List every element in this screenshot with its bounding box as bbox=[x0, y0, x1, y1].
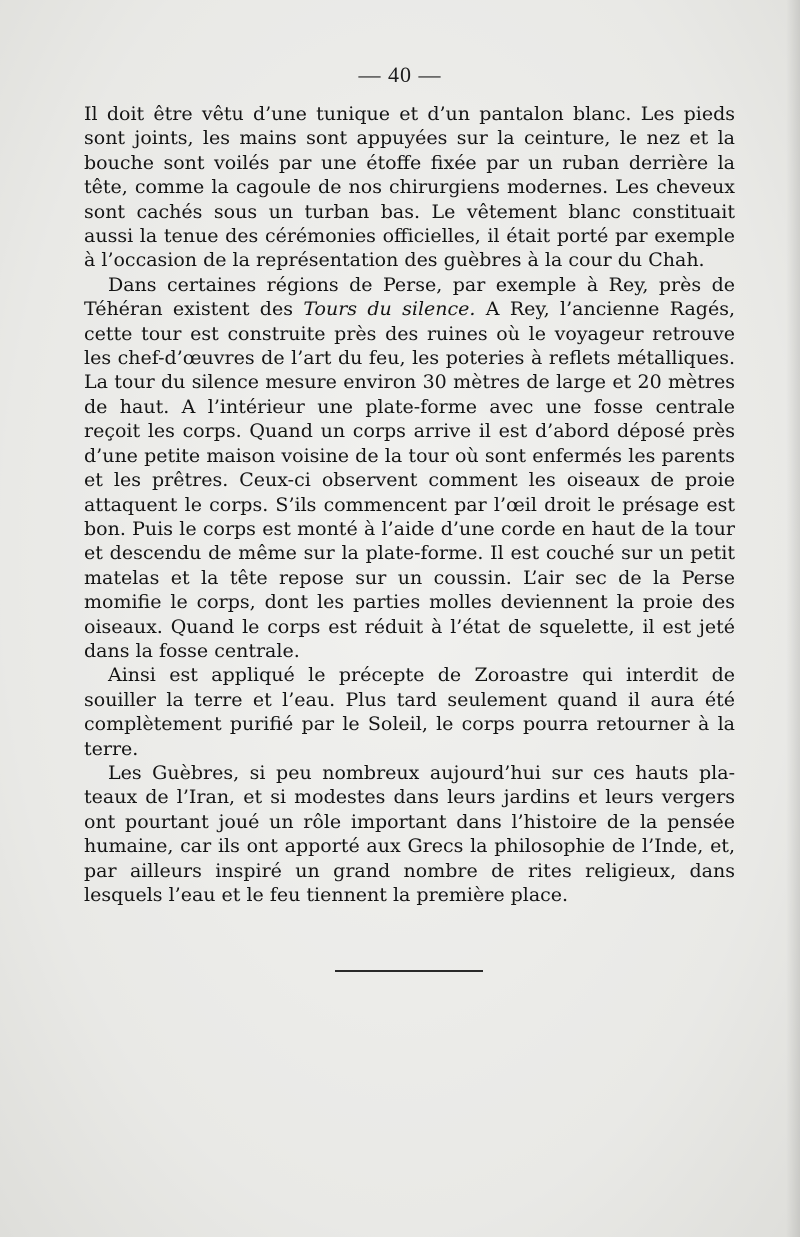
paragraph-1: Il doit être vêtu d’une tunique et d’un pantalon blanc. Les pieds sont joints, les mains sont appuyées sur la ceinture, le nez et la bouche sont voilés par une étoffe fixée par un ruban derrière la tête, comme la cagoule de nos chirurgiens modernes. Les cheveux sont cachés sous un turban bas. Le vêtement blanc constituait aussi la tenue des cérémonies officielles, il était porté par exemple à l’occasion de la représentation des guèbres à la cour du Chah. bbox=[84, 103, 735, 272]
paragraph-2-after-italic: A Rey, l’ancienne Ragés, cette tour est construite près des ruines où le voyageur retrouve les chef-d’œuvres de l’art du feu, les poteries à reflets métalliques. La tour du silence mesure environ 30 mètres de large et 20 mètres de haut. A l’intérieur une plate-forme avec une fosse centrale reçoit les corps. Quand un corps arrive il est d’abord déposé près d’une petite maison voisine de la tour où sont enfermés les parents et les prêtres. Ceux-ci observent comment les oiseaux de proie attaquent le corps. S’ils commencent par l’œil droit le présage est bon. Puis le corps est monté à l’aide d’une corde en haut de la tour et descendu de même sur la plate-forme. Il est couché sur un petit matelas et la tête repose sur un coussin. L’air sec de la Perse momifie le corps, dont les parties molles deviennent la proie des oiseaux. Quand le corps est réduit à l’état de squelette, il est jeté dans la fosse centrale. bbox=[84, 298, 736, 662]
paragraph-2-before-italic: Dans certaines régions de Perse, par exemple à Rey, près de Téhéran existent des bbox=[84, 273, 735, 321]
section-end-rule bbox=[335, 970, 483, 972]
paragraph-4: Les Guèbres, si peu nombreux aujourd’hui sur ces hauts plateaux de l’Iran, et si modestes dans leurs jardins et leurs vergers ont pourtant joué un rôle important dans l’histoire de la pensée humaine, car ils ont apporté aux Grecs la philosophie de l’Inde, et, par ailleurs inspiré un grand nombre de rites religieux, dans lesquels l’eau et le feu tiennent la première place. bbox=[84, 761, 735, 906]
body-text bbox=[84, 102, 735, 907]
paragraph-3: Ainsi est appliqué le précepte de Zoroastre qui interdit de souiller la terre et l’eau. Plus tard seulement quand il aura été complètement purifié par le Soleil, le corps pourra retourner à la terre. bbox=[84, 664, 735, 760]
paragraph-2 bbox=[84, 273, 735, 664]
page-number: — 40 — bbox=[358, 62, 442, 87]
italic-term-tours-du-silence: Tours du silence. bbox=[303, 298, 476, 321]
page-edge-shadow bbox=[786, 0, 800, 1237]
